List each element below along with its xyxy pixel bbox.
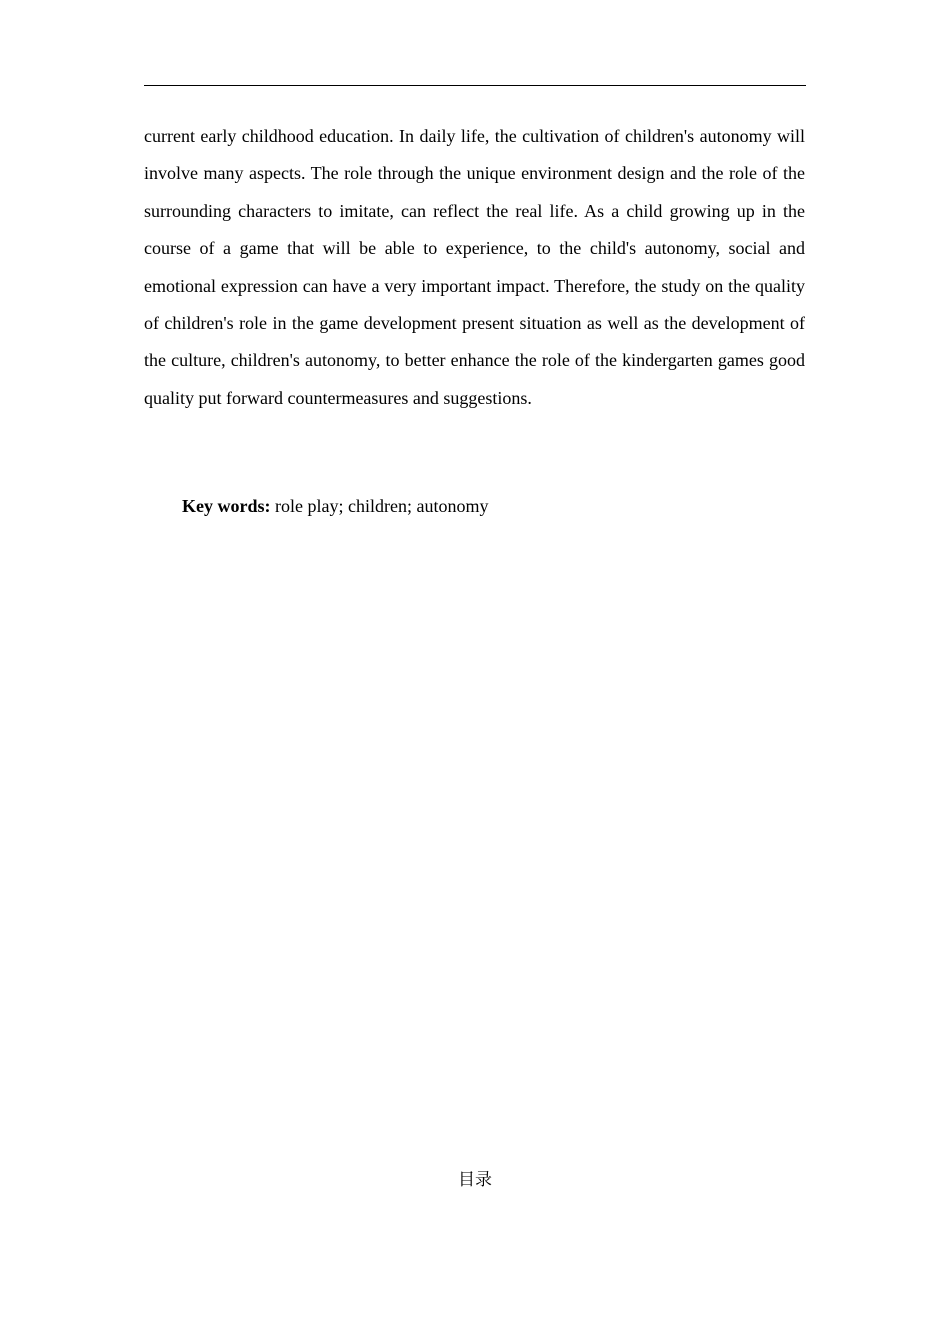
footer-toc-label: 目录: [458, 1170, 492, 1190]
keywords-line: [182, 490, 802, 522]
keywords-label: Key words:: [182, 496, 271, 516]
keywords-text: role play; children; autonomy: [270, 496, 489, 516]
abstract-paragraph: current early childhood education. In daily life, the cultivation of children's autonomy will involve many aspects. The role through the unique environment design and the role of the surrounding characters to imitate, can reflect the real life. As a child growing up in the course of a game that will be able to experience, to the child's autonomy, social and emotional expression can have a very important impact. Therefore, the study on the quality of children's role in the game development present situation as well as the development of the culture, children's autonomy, to better enhance the role of the kindergarten games good quality put forward countermeasures and suggestions.: [144, 126, 805, 408]
header-rule: [144, 85, 806, 86]
